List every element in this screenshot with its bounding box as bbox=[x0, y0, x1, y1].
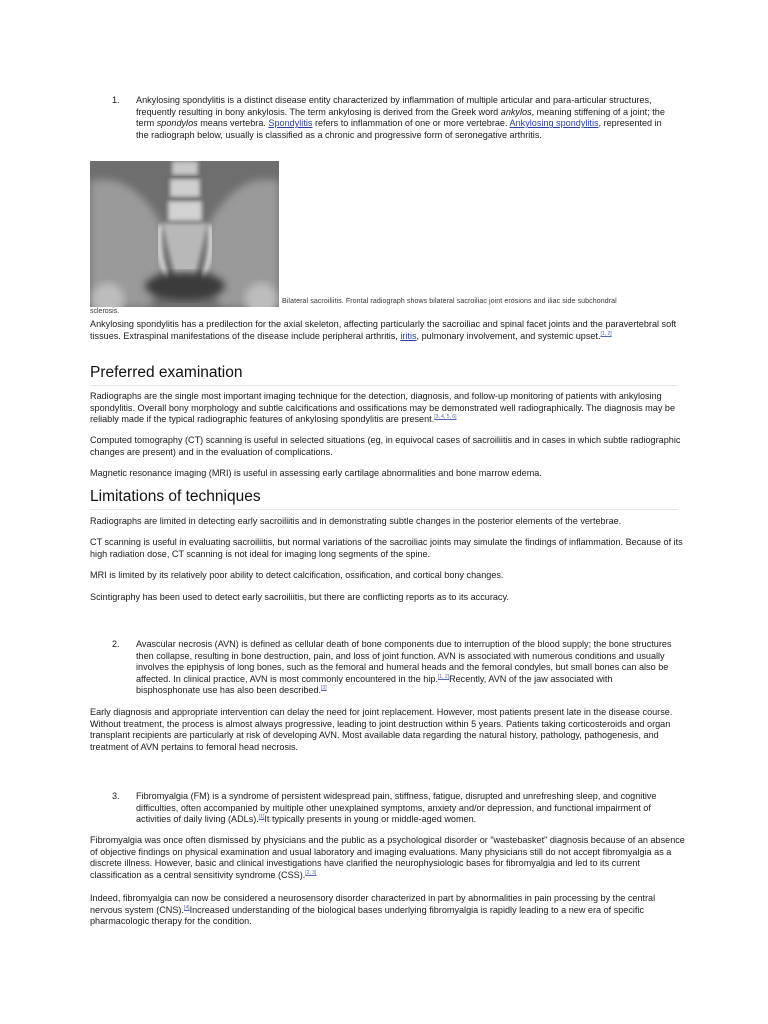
reference-link[interactable]: [3, 4, 5, 6] bbox=[434, 414, 457, 421]
list-number: 2. bbox=[112, 639, 120, 649]
list-item-text: Ankylosing spondylitis is a distinct disease entity characterized by inflammation of multiple articular and para-articular structures, frequently resulting in bony ankylosis. The term ankylosing is derived from the Greek word ankylos, meaning stiffening of a joint; the term spondylos means vertebra. Spondylitis refers to inflammation of one or more vertebrae. Ankylosing spondylitis, represented in the radiograph below, usually is classified as a chronic and progressive form of seronegative arthritis. bbox=[136, 95, 665, 140]
paragraph-fibromyalgia-history: Fibromyalgia was once often dismissed by physicians and the public as a psychological disorder or "wastebasket" diagnosis because of an absence of objective findings on physical examination and usual laboratory and imaging evaluations. Many physicians still do not accept fibromyalgia as a discrete illness. However, basic and clinical investigations have clarified the neurophysiologic bases for fibromyalgia and led to its current classification as a central sensitivity syndrome (CSS).[2, 3] bbox=[90, 835, 685, 880]
list-number: 3. bbox=[112, 791, 120, 801]
reference-link[interactable]: [1] bbox=[258, 814, 265, 821]
list-item-text: Fibromyalgia (FM) is a syndrome of persistent widespread pain, stiffness, fatigue, disrupted and unrefreshing sleep, and cognitive difficulties, often accompanied by multiple other unexplained symptoms, anxiety and/or depression, and functional impairment of activities of daily living (ADLs).[1]It typically presents in young or middle-aged women. bbox=[136, 791, 657, 825]
paragraph-limit-ct: CT scanning is useful in evaluating sacroiliitis, but normal variations of the sacroiliac joints may simulate the findings of inflammation. Because of its high radiation dose, CT scanning is not ideal for imaging long segments of the spine. bbox=[90, 537, 683, 559]
paragraph-limit-mri: MRI is limited by its relatively poor ability to detect calcification, ossification, and cortical bony changes. bbox=[90, 570, 504, 580]
list-number: 1. bbox=[112, 95, 120, 105]
reference-link[interactable]: [4] bbox=[184, 904, 190, 911]
figure-caption: Bilateral sacroiliitis. Frontal radiograph shows bilateral sacroiliac joint erosions and iliac side subchondral bbox=[282, 298, 617, 305]
reference-link[interactable]: [1, 2] bbox=[600, 330, 612, 337]
paragraph-mri: Magnetic resonance imaging (MRI) is useful in assessing early cartilage abnormalities and bone marrow edema. bbox=[90, 468, 542, 478]
paragraph-ct: Computed tomography (CT) scanning is useful in selected situations (eg, in equivocal cases of sacroiliitis and in cases in which subtle radiographic changes are present) and in the evaluation of complications. bbox=[90, 435, 681, 457]
ankylosing-spondylitis-link[interactable]: Ankylosing spondylitis bbox=[509, 118, 599, 129]
paragraph-radiographs: Radiographs are the single most important imaging technique for the detection, diagnosis, and follow-up monitoring of patients with ankylosing spondylitis. Overall bony morphology and subtle calcifications and ossifications may be demonstrated well radiographically. The diagnosis may be reliably made if the typical radiographic features of ankylosing spondylitis are present.[3, 4, 5, 6] bbox=[90, 391, 676, 425]
figure-caption-continued: sclerosis. bbox=[90, 308, 120, 315]
paragraph-limit-scintigraphy: Scintigraphy has been used to detect early sacroiliitis, but there are conflicting reports as to its accuracy. bbox=[90, 592, 509, 602]
pelvis-radiograph-drawing bbox=[90, 161, 279, 307]
reference-link[interactable]: [3] bbox=[321, 685, 327, 692]
iritis-link[interactable]: iritis bbox=[400, 330, 417, 341]
paragraph-predilection: Ankylosing spondylitis has a predilection for the axial skeleton, affecting particularly the sacroiliac and spinal facet joints and the paravertebral soft tissues. Extraspinal manifestations of the disease include peripheral arthritis, iritis, pulmonary involvement, and systemic upset.[1, 2] bbox=[90, 319, 677, 341]
reference-link[interactable]: [2, 3] bbox=[305, 869, 317, 876]
paragraph-limit-radiographs: Radiographs are limited in detecting early sacroiliitis and in demonstrating subtle changes in the posterior elements of the vertebrae. bbox=[90, 516, 622, 526]
paragraph-avn-intervention: Early diagnosis and appropriate intervention can delay the need for joint replacement. However, most patients present late in the disease course. Without treatment, the process is almost always progressive, leading to joint destruction within 5 years. Patients taking corticosteroids and organ transplant recipients are particularly at risk of developing AVN. Most available data regarding the natural history, pathology, pathogenesis, and treatment of AVN pertains to femoral head necrosis. bbox=[90, 707, 673, 752]
spondylitis-link[interactable]: Spondylitis bbox=[268, 118, 313, 129]
list-item-text: Avascular necrosis (AVN) is defined as cellular death of bone components due to interruption of the blood supply; the bone structures then collapse, resulting in bone destruction, pain, and loss of joint function. AVN is associated with numerous conditions and usually involves the epiphysis of long bones, such as the femoral and humeral heads and the femoral condyles, but small bones can also be affected. In clinical practice, AVN is most commonly encountered in the hip.[1, 2]Recently, AVN of the jaw associated with bisphosphonate use has also been described.[3] bbox=[136, 639, 672, 696]
reference-link[interactable]: [1, 2] bbox=[437, 673, 450, 680]
section-heading-limitations: Limitations of techniques bbox=[90, 488, 678, 510]
radiograph-image bbox=[90, 161, 279, 307]
paragraph-fibromyalgia-neurosensory: Indeed, fibromyalgia can now be considered a neurosensory disorder characterized in part by abnormalities in pain processing by the central nervous system (CNS).[4]Increased understanding of the biological bases underlying fibromyalgia is rapidly leading to a new era of specific pharmacologic therapy for the condition. bbox=[90, 893, 656, 927]
section-heading-preferred-examination: Preferred examination bbox=[90, 364, 678, 386]
